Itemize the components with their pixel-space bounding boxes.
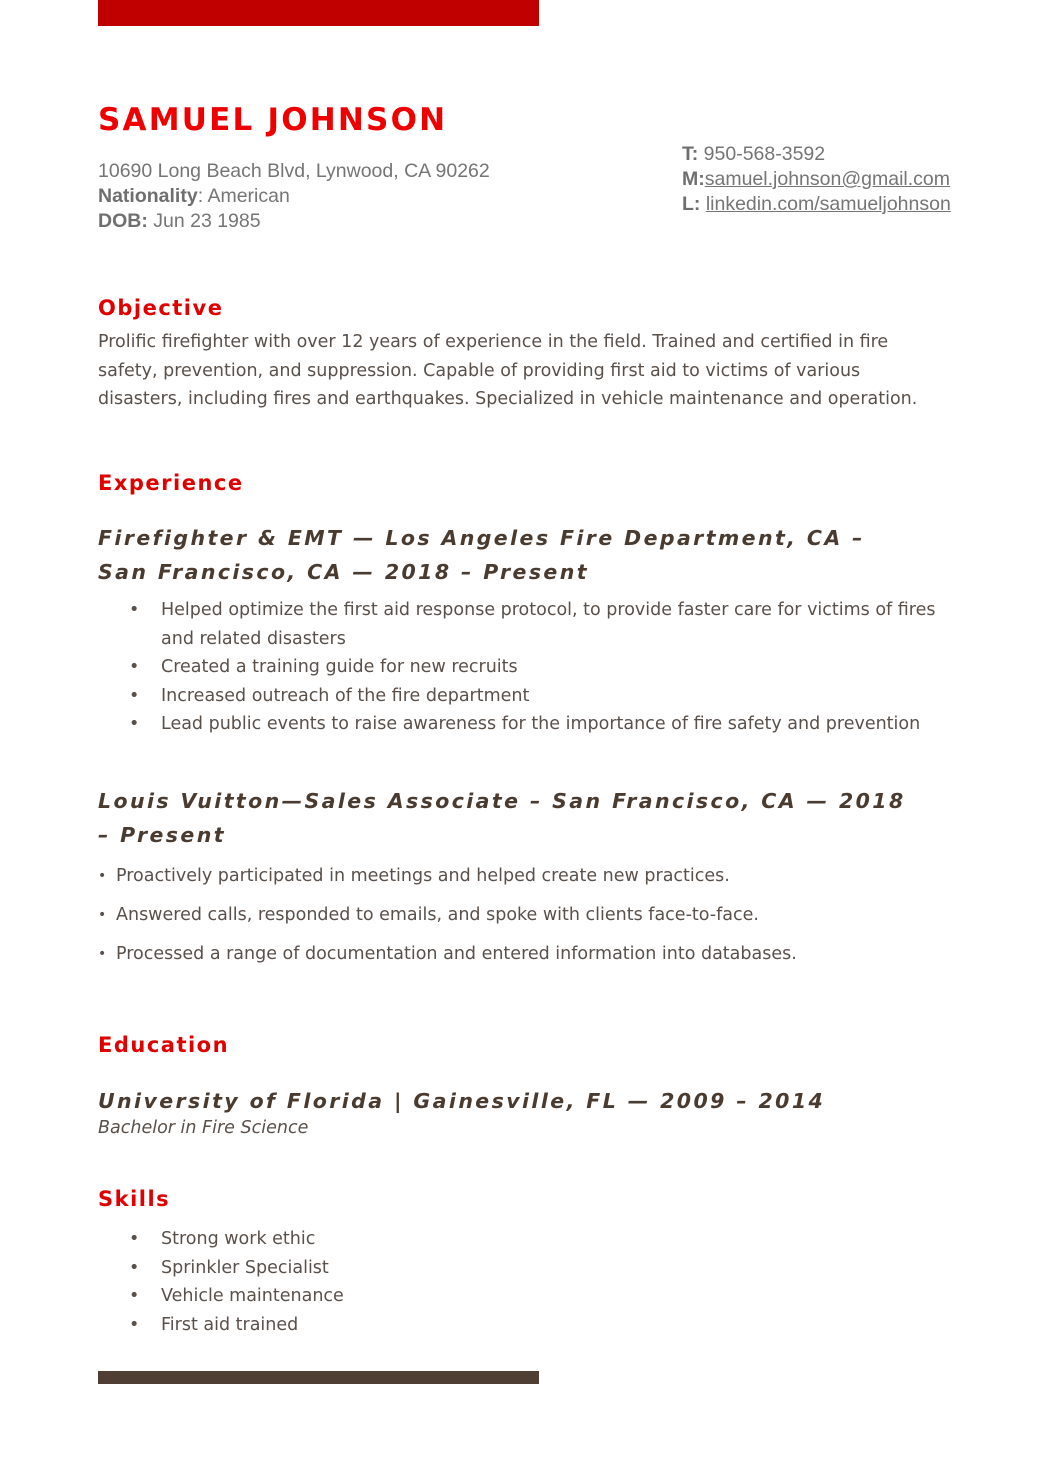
email-label: M:: [682, 168, 705, 190]
job-bullets-louis-vuitton: [98, 864, 938, 981]
bullet-icon: •: [129, 1257, 140, 1278]
list-item: • Sprinkler Specialist: [98, 1254, 698, 1283]
list-item: • First aid trained: [98, 1311, 698, 1340]
phone: [682, 142, 951, 167]
education-heading: Education: [98, 1033, 230, 1057]
education-degree: Bachelor in Fire Science: [98, 1118, 309, 1138]
nationality-value: : American: [197, 185, 290, 207]
job-bullets-firefighter: [98, 596, 938, 739]
education-school: University of Florida | Gainesville, FL — 2009 – 2014: [98, 1089, 826, 1113]
bullet-icon: •: [129, 1286, 140, 1306]
list-item: • Answered calls, responded to emails, and spoke with clients face-to-face.: [98, 903, 938, 928]
experience-heading: Experience: [98, 471, 244, 495]
email: [682, 167, 951, 192]
linkedin-label: L:: [682, 193, 701, 215]
nationality: [98, 184, 490, 209]
objective-heading: Objective: [98, 296, 224, 320]
list-item: • Proactively participated in meetings and helped create new practices.: [98, 864, 938, 889]
linkedin-link[interactable]: linkedin.com/samueljohnson: [705, 193, 951, 215]
candidate-name: SAMUEL JOHNSON: [98, 102, 448, 138]
job-heading-louis-vuitton: Louis Vuitton—Sales Associate – San Francisco, CA — 2018 – Present: [98, 789, 906, 847]
phone-label: T:: [682, 143, 699, 165]
dob-label: DOB:: [98, 210, 148, 232]
list-item: • Vehicle maintenance: [98, 1282, 698, 1311]
bullet-icon: •: [129, 657, 140, 677]
list-item: • Increased outreach of the fire department: [98, 682, 938, 711]
bullet-icon: •: [98, 946, 107, 962]
linkedin: [682, 192, 951, 217]
bullet-icon: •: [129, 685, 140, 706]
phone-value: 950-568-3592: [698, 143, 826, 165]
skills-heading: Skills: [98, 1187, 171, 1211]
list-item: • Lead public events to raise awareness for the importance of fire safety and prevention: [98, 710, 938, 739]
bullet-icon: •: [129, 714, 140, 734]
skills-list: [98, 1225, 698, 1339]
objective-text: Prolific firefighter with over 12 years of experience in the field. Trained and certified in fire safety, prevention, and suppression. Capable of providing first aid to victims of various disasters, including fires and earthquakes. Specialized in vehicle maintenance and operation.: [98, 332, 918, 410]
bullet-icon: •: [129, 1229, 140, 1249]
nationality-label: Nationality: [98, 185, 198, 207]
personal-info: [98, 159, 490, 234]
bullet-icon: •: [98, 907, 107, 923]
job-heading-firefighter: Firefighter & EMT — Los Angeles Fire Department, CA – San Francisco, CA — 2018 – Present: [98, 526, 865, 584]
dob: [98, 209, 490, 234]
list-item: • Created a training guide for new recruits: [98, 653, 938, 682]
address: 10690 Long Beach Blvd, Lynwood, CA 90262: [98, 160, 490, 182]
bullet-icon: •: [98, 868, 107, 884]
list-item: • Strong work ethic: [98, 1225, 698, 1254]
bullet-icon: •: [129, 1314, 140, 1335]
dob-value: Jun 23 1985: [147, 210, 261, 232]
email-link[interactable]: samuel.johnson@gmail.com: [704, 168, 950, 190]
bottom-accent-bar: [98, 1371, 539, 1384]
contact-info: [682, 142, 951, 217]
top-accent-bar: [98, 0, 539, 26]
list-item: • Processed a range of documentation and entered information into databases.: [98, 942, 938, 967]
bullet-icon: •: [129, 600, 140, 620]
list-item: • Helped optimize the first aid response protocol, to provide faster care for victims of fires and related disasters: [98, 596, 938, 653]
